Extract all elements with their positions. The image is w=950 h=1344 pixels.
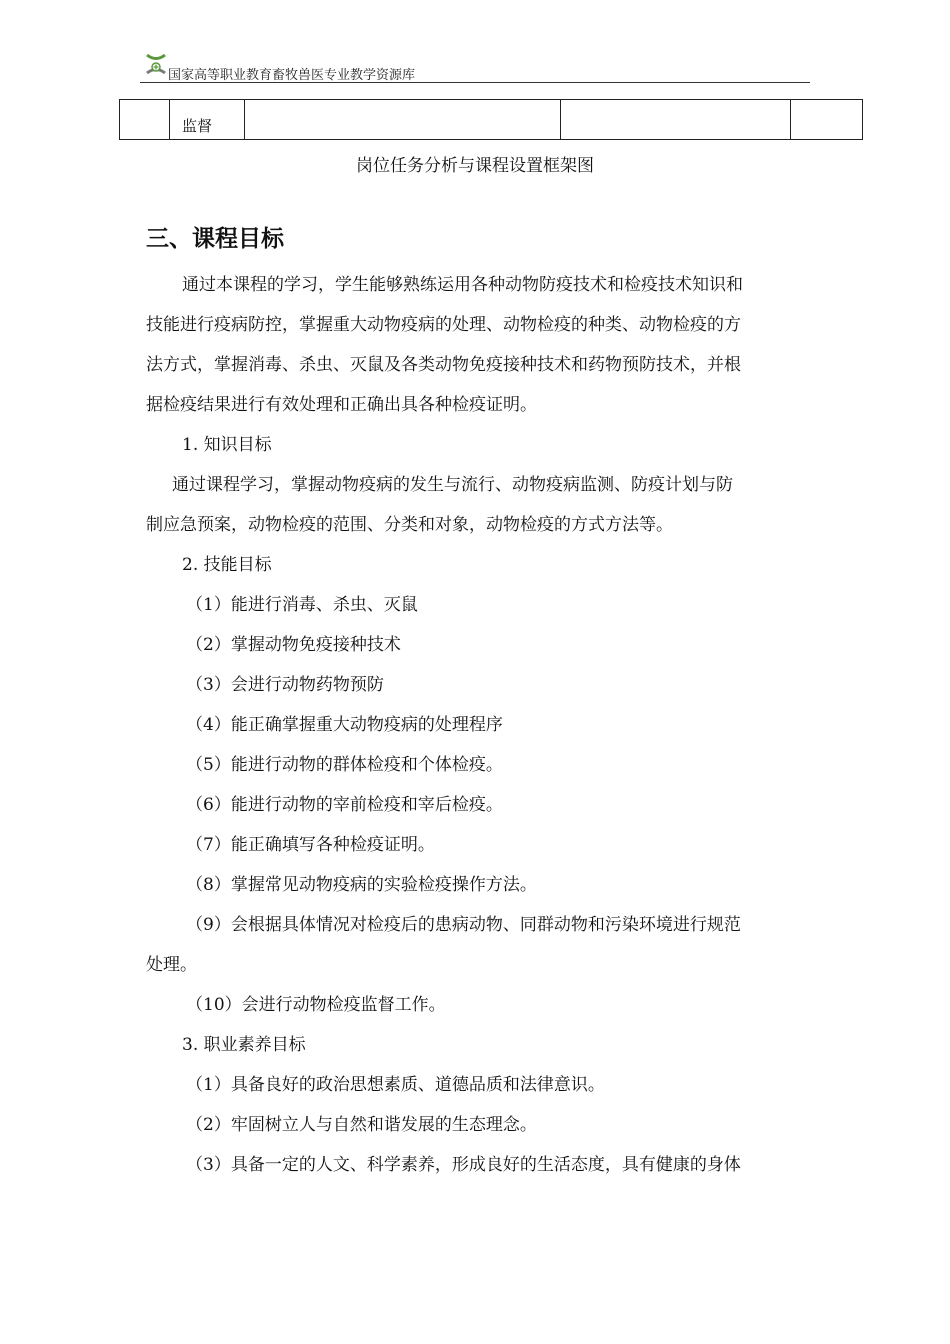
list-item: （9）会根据具体情况对检疫后的患病动物、同群动物和污染环境进行规范 (186, 915, 741, 935)
list-item: （2）掌握动物免疫接种技术 (186, 635, 401, 655)
list-item: （6）能进行动物的宰前检疫和宰后检疫。 (186, 795, 503, 815)
subheading: 1. 知识目标 (182, 435, 272, 455)
table-cell (561, 100, 791, 140)
paragraph-line: 技能进行疫病防控，掌握重大动物疫病的处理、动物检疫的种类、动物检疫的方 (146, 315, 741, 335)
subheading: 3. 职业素养目标 (182, 1035, 306, 1055)
list-item: （10）会进行动物检疫监督工作。 (186, 995, 446, 1015)
list-item: （3）具备一定的人文、科学素养，形成良好的生活态度，具有健康的身体 (186, 1155, 741, 1175)
paragraph-line: 通过本课程的学习，学生能够熟练运用各种动物防疫技术和检疫技术知识和 (182, 275, 743, 295)
list-item: （5）能进行动物的群体检疫和个体检疫。 (186, 755, 503, 775)
page-header (140, 48, 810, 83)
logo-icon (144, 52, 168, 76)
list-item-continuation: 处理。 (146, 955, 197, 975)
table-cell (245, 100, 561, 140)
framework-table-fragment (119, 99, 863, 140)
section-heading: 三、课程目标 (146, 226, 284, 252)
list-item: （3）会进行动物药物预防 (186, 675, 384, 695)
table-cell (791, 100, 863, 140)
table-cell (120, 100, 170, 140)
list-item: （4）能正确掌握重大动物疫病的处理程序 (186, 715, 503, 735)
list-item: （1）具备良好的政治思想素质、道德品质和法律意识。 (186, 1075, 605, 1095)
figure-caption: 岗位任务分析与课程设置框架图 (356, 156, 594, 176)
table-row (120, 100, 863, 140)
paragraph-line: 制应急预案，动物检疫的范围、分类和对象，动物检疫的方式方法等。 (146, 515, 673, 535)
list-item: （7）能正确填写各种检疫证明。 (186, 835, 435, 855)
list-item: （2）牢固树立人与自然和谐发展的生态理念。 (186, 1115, 537, 1135)
paragraph-line: 据检疫结果进行有效处理和正确出具各种检疫证明。 (146, 395, 537, 415)
paragraph-line: 通过课程学习，掌握动物疫病的发生与流行、动物疫病监测、防疫计划与防 (172, 475, 733, 495)
list-item: （1）能进行消毒、杀虫、灭鼠 (186, 595, 418, 615)
paragraph-line: 法方式，掌握消毒、杀虫、灭鼠及各类动物免疫接种技术和药物预防技术，并根 (146, 355, 741, 375)
table-cell-label: 监督 (170, 100, 245, 140)
header-title: 国家高等职业教育畜牧兽医专业教学资源库 (168, 68, 416, 83)
subheading: 2. 技能目标 (182, 555, 272, 575)
list-item: （8）掌握常见动物疫病的实验检疫操作方法。 (186, 875, 537, 895)
